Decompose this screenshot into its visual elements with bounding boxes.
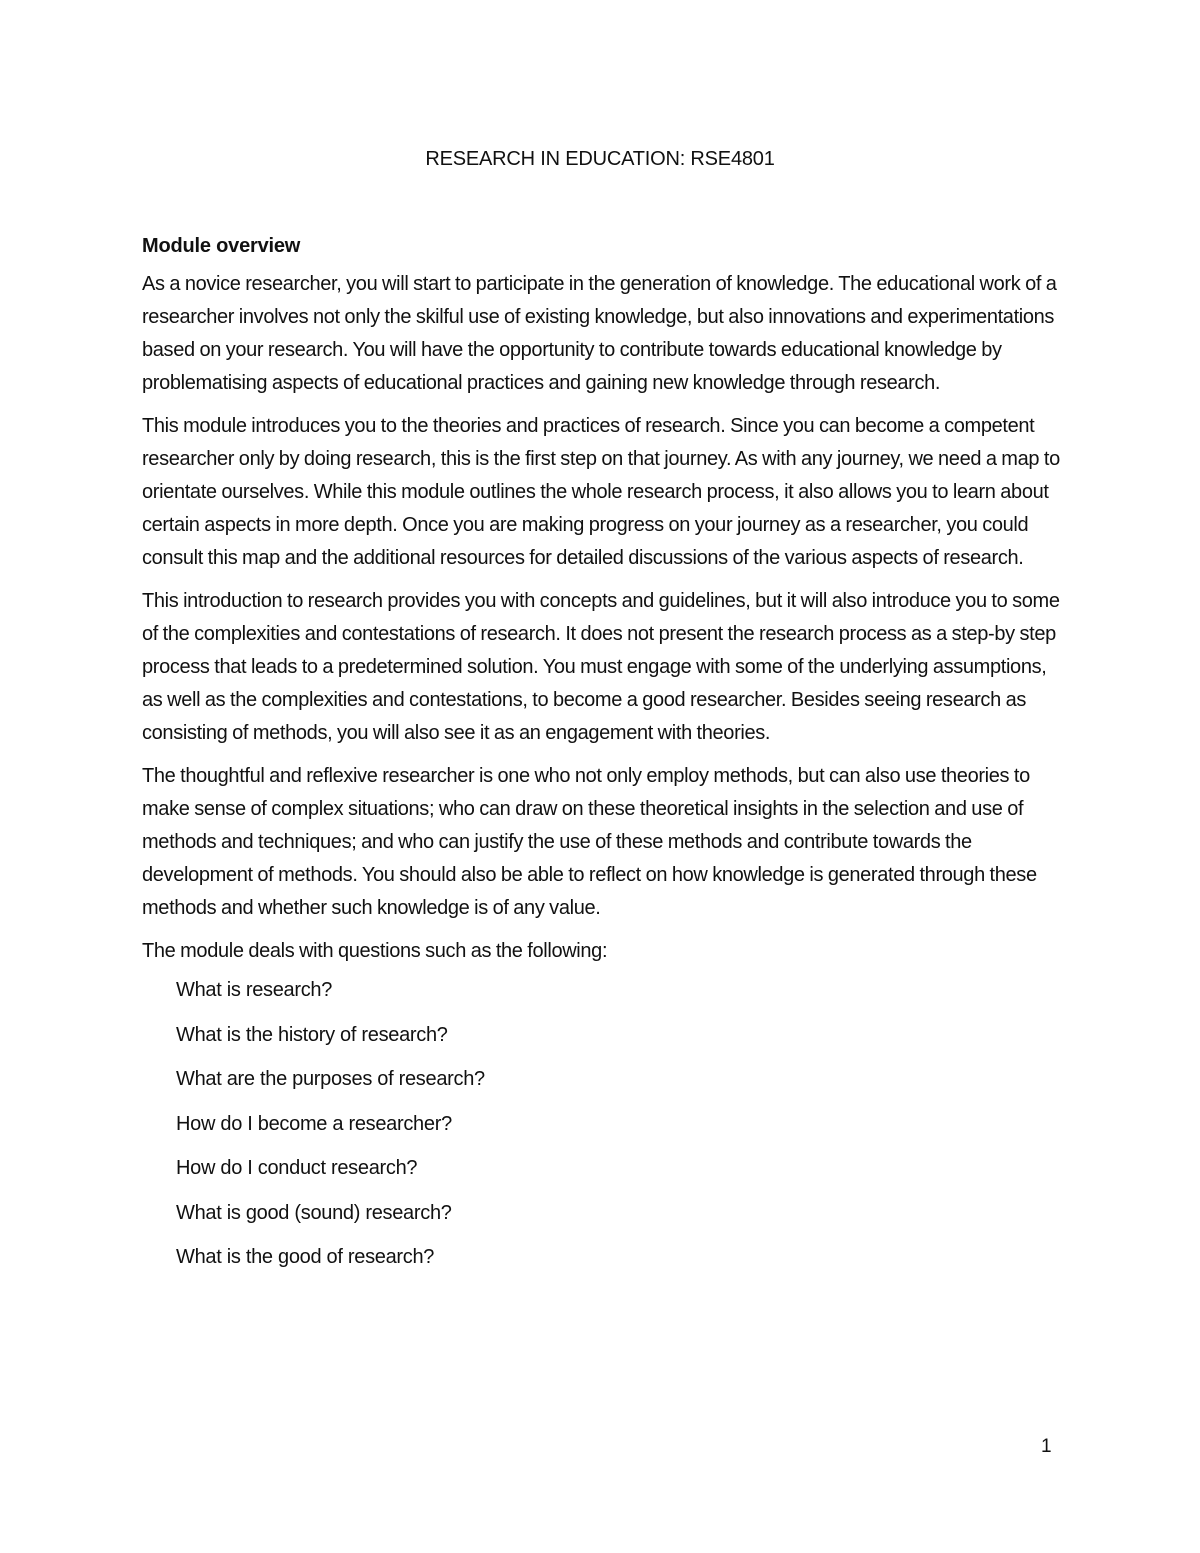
- question-item: What is research?: [176, 979, 333, 1001]
- document-title: RESEARCH IN EDUCATION: RSE4801: [425, 148, 775, 170]
- paragraph-questions-intro: The module deals with questions such as the following:: [142, 940, 608, 962]
- question-list: [142, 978, 1062, 1269]
- question-item: How do I conduct research?: [176, 1157, 418, 1179]
- question-item: What is the history of research?: [176, 1023, 448, 1046]
- question-item: What is good (sound) research?: [176, 1201, 452, 1224]
- paragraph-concepts-guidelines: This introduction to research provides you with concepts and guidelines, but it will also introduce you to some of the complexities and contestations of research. It does not present the research process as a step-by step process that leads to a predetermined solution. You must engage with some of the underlying assumptions, as well as the complexities and contestations, to become a good researcher. Besides seeing research as consisting of methods, you will also see it as an engagement with theories.: [142, 590, 1060, 744]
- question-item: What is the good of research?: [176, 1246, 435, 1268]
- paragraph-module-introduction: This module introduces you to the theories and practices of research. Since you can become a competent researcher only by doing research, this is the first step on that journey. As with any journey, we need a map to orientate ourselves. While this module outlines the whole research process, it also allows you to learn about certain aspects in more depth. Once you are making progress on your journey as a researcher, you could consult this map and the additional resources for detailed discussions of the various aspects of research.: [142, 415, 1060, 569]
- paragraph-reflexive-researcher: The thoughtful and reflexive researcher is one who not only employ methods, but can also use theories to make sense of complex situations; who can draw on these theoretical insights in the selection and use of methods and techniques; and who can justify the use of these methods and contribute towards the development of methods. You should also be able to reflect on how knowledge is generated through these methods and whether such knowledge is of any value.: [142, 765, 1037, 919]
- page-number: 1: [1041, 1436, 1052, 1457]
- document-body: [142, 234, 1062, 1290]
- question-item: What are the purposes of research?: [176, 1068, 485, 1090]
- paragraph-novice-researcher: As a novice researcher, you will start to participate in the generation of knowledge. The educational work of a researcher involves not only the skilful use of existing knowledge, but also innovations and experimentations based on your research. You will have the opportunity to contribute towards educational knowledge by problematising aspects of educational practices and gaining new knowledge through research.: [142, 273, 1057, 394]
- section-heading: Module overview: [142, 235, 301, 257]
- question-item: How do I become a researcher?: [176, 1112, 452, 1135]
